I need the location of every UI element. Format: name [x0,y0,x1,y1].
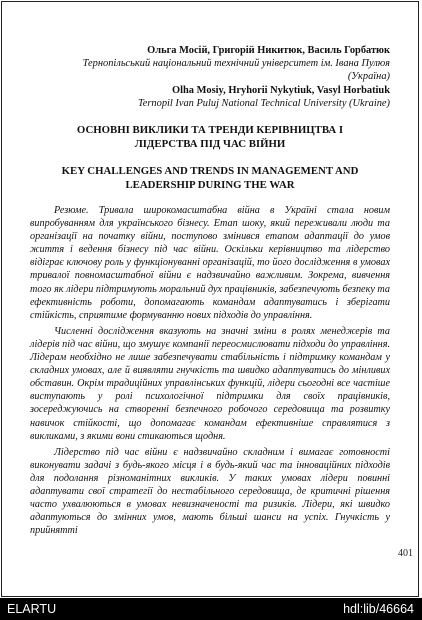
paragraph-2: Численні дослідження вказують на значні зміни в ролях менеджерів та лідерів під час війни, що змушує компанії переосмислювати підходи до управління. Лідерам необхідно не лише забезпечувати стабільність і підтримку командам у складних умовах, але й виявляти гнучкість та швидко адаптуватись до мінливих обставин. Окрім традиційних управлінських функцій, лідери сьогодні все частіше виступають у ролі психологічної підтримки для своїх працівників, зосереджуючись на створенні безпечного робочого середовища та розвитку навичок стійкості, що допомагає командам ефективніше справлятися з викликами, з якими вони стикаються щодня. [30,325,390,442]
authors-english: Olha Mosiy, Hryhorii Nykytiuk, Vasyl Horbatiuk [172,85,390,96]
affiliation-english: Ternopil Ivan Puluj National Technical University (Ukraine) [137,98,390,109]
page-content [30,44,390,540]
authors-ukrainian: Ольга Мосій, Григорій Никитюк, Василь Горбатюк [147,45,390,56]
title-ukrainian: ОСНОВНІ ВИКЛИКИ ТА ТРЕНДИ КЕРІВНИЦТВА І ЛІДЕРСТВА ПІД ЧАС ВІЙНИ [76,124,344,150]
paragraph-3: Лідерство під час війни є надзвичайно складним і вимагає готовності виконувати задачі з будь-якого місця і в будь-який час та інноваційних підходів для подолання різноманітних викликів. У таких умовах лідери повинні адаптувати свої стратегії до нестабільного середовища, де критичні рішення часто ухвалюються в умовах невизначеності та ризиків. Лідери, які швидко адаптуються до змінних умов, мають більші шанси на успіх. Гнучкість у прийнятті [30,446,390,537]
abstract-body [30,204,390,537]
repository-footer [0,598,422,620]
title-english: KEY CHALLENGES AND TRENDS IN MANAGEMENT AND LEADERSHIP DURING THE WAR [61,165,359,191]
paragraph-1: Резюме. Тривала широкомасштабна війна в Україні стала новим випробуванням для українського бізнесу. Етап шоку, який переживали люди та організації на початку війни, поступово змінився етапом адаптації до умов життя і ведення бізнесу під час війни. Оскільки керівництво та лідерство відіграє ключову роль у функціонуванні організацій, то його дослідження в умовах тривалої повномасштабної війни є надзвичайно важливим. Зокрема, вивчення того як лідери підтримують моральний дух працівників, забезпечують безпеку та ефективність роботи, допомагають командам адаптуватись і зберігати стійкість, сприятиме формуванню нових підходів до управління. [30,205,390,321]
affiliation-ukrainian-line2: (Україна) [347,71,390,82]
page-number: 401 [398,548,413,559]
footer-handle: hdl:lib/46664 [343,602,414,616]
affiliation-ukrainian-line1: Тернопільський національний технічний університет ім. Івана Пулюя [82,58,390,69]
footer-repository-name: ELARTU [7,602,57,616]
